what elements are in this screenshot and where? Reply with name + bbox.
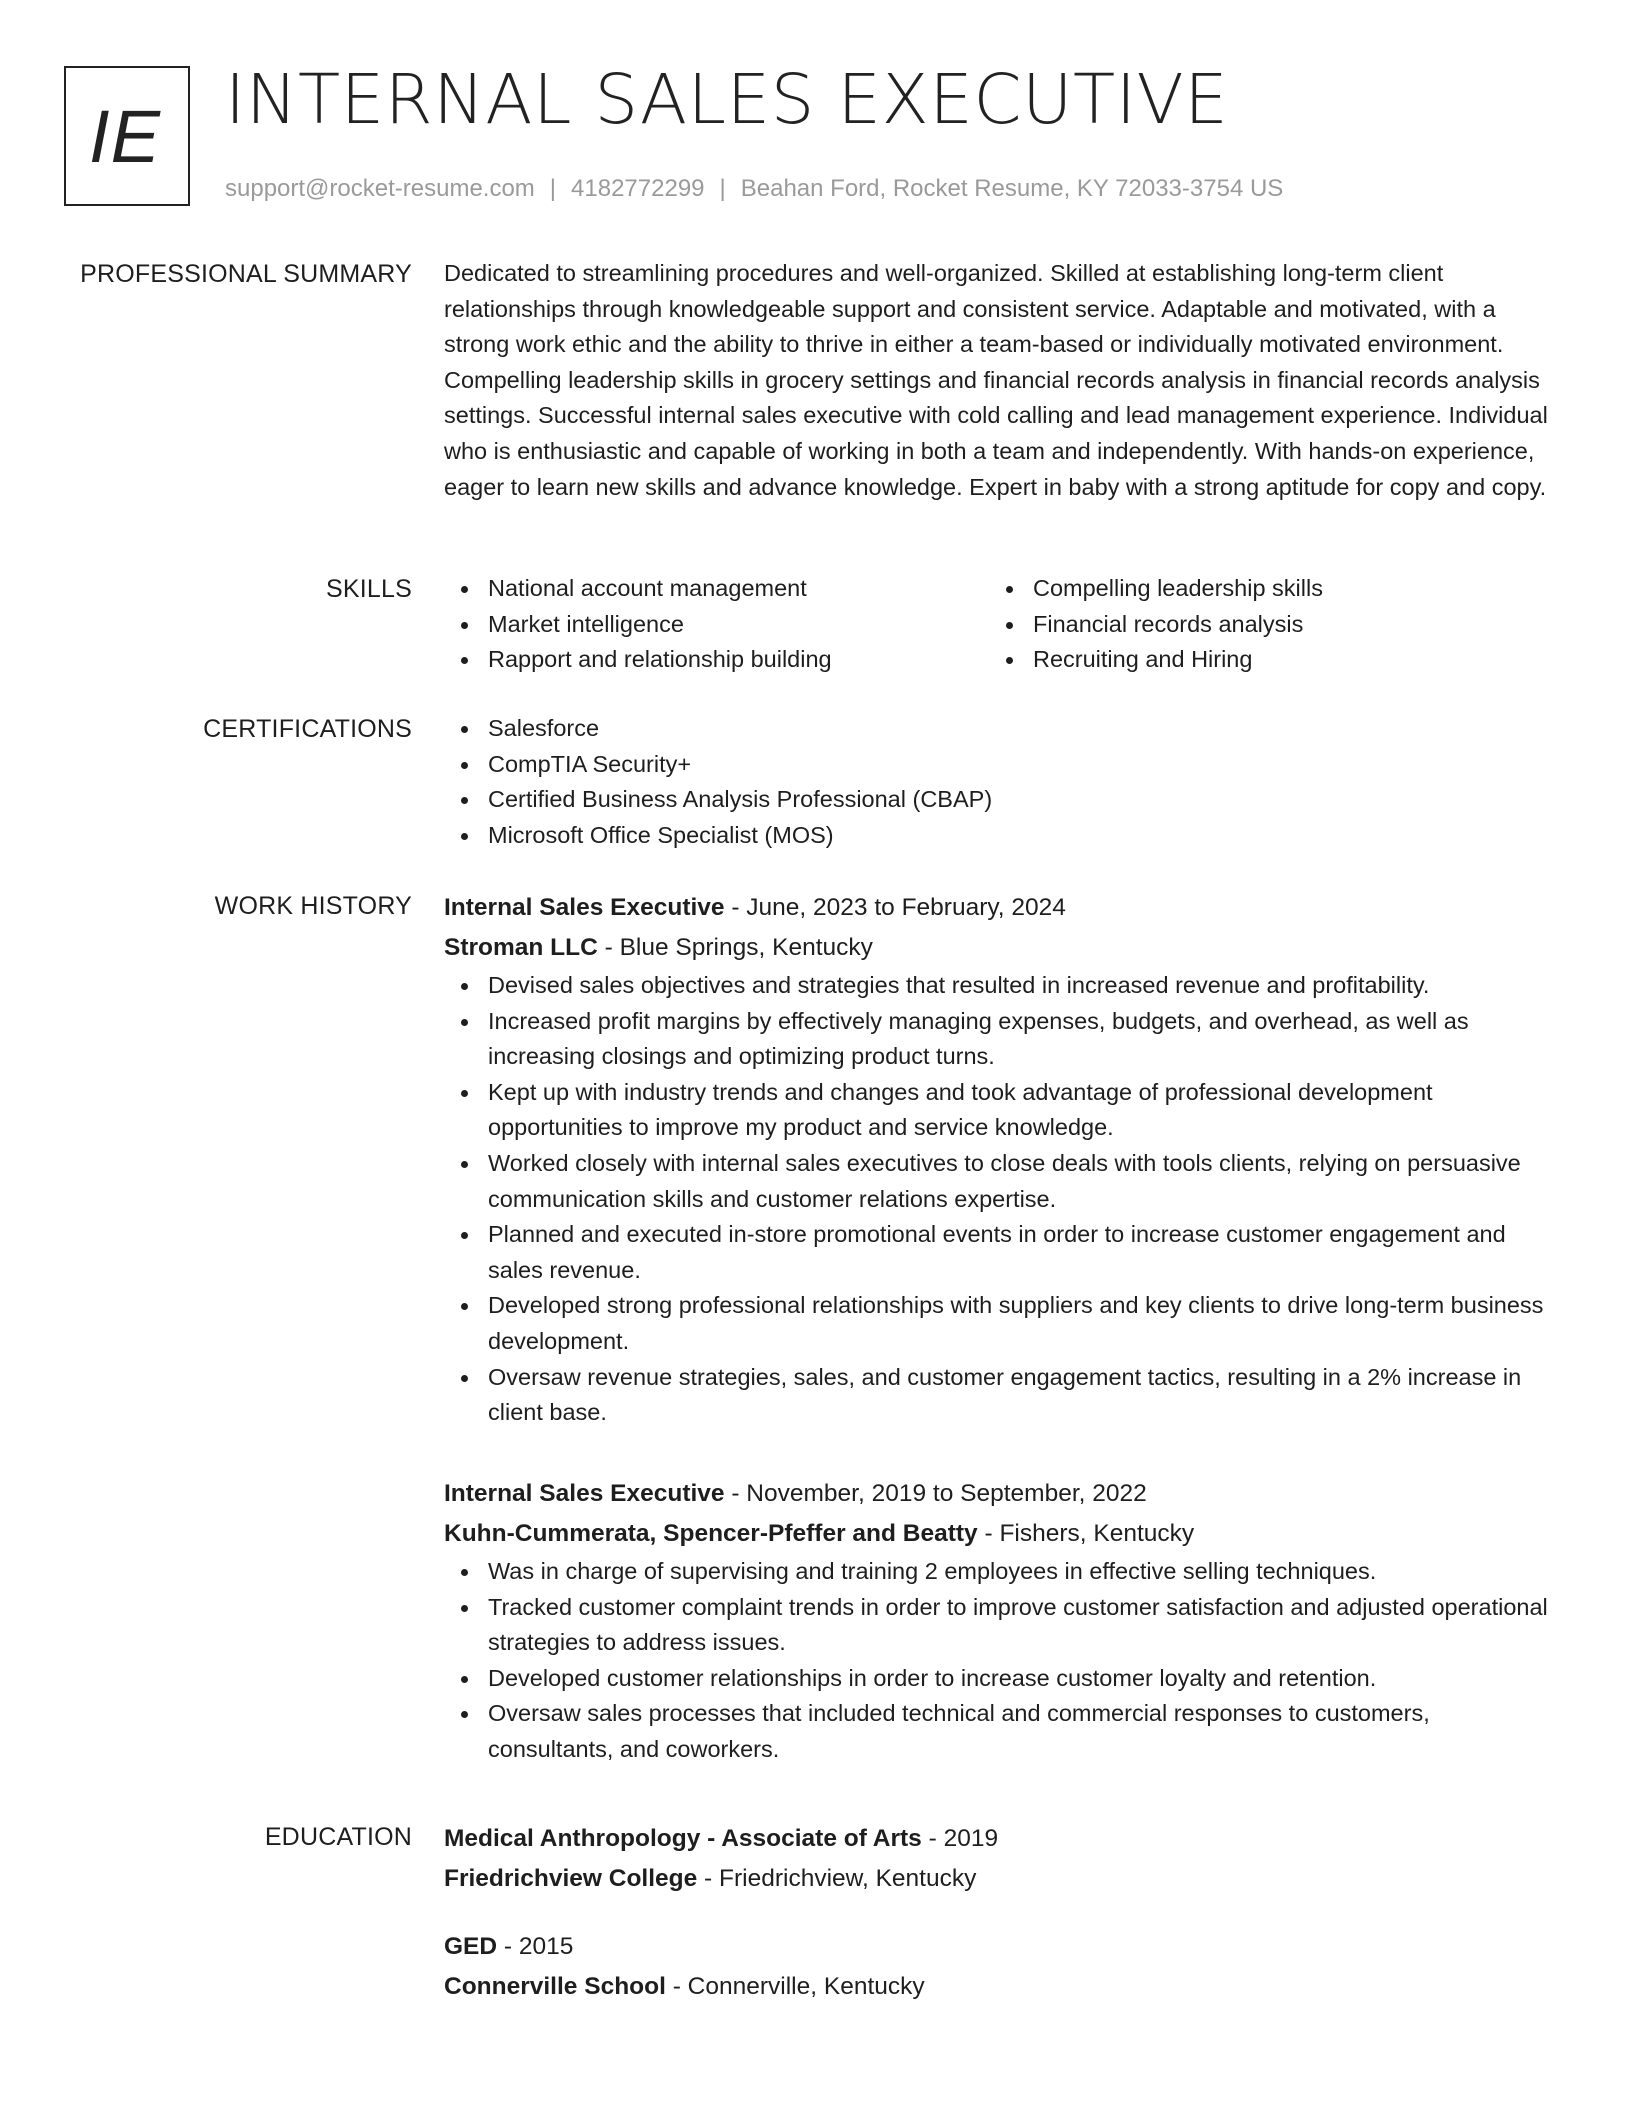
education-body: [444, 1819, 1554, 2000]
contact-line: [225, 174, 1283, 204]
job-location: - Fishers, Kentucky: [977, 1520, 1195, 1547]
job-dates: - November, 2019 to September, 2022: [724, 1480, 1147, 1507]
skills-body: [444, 571, 1554, 678]
certifications-list: [444, 711, 1554, 853]
contact-separator: |: [549, 175, 557, 202]
contact-email: support@rocket-resume.com: [225, 175, 535, 202]
skills-column-2: [989, 571, 1534, 678]
contact-separator: |: [719, 175, 726, 202]
education-year: - 2019: [921, 1825, 999, 1852]
work-history-body: [444, 888, 1554, 1762]
job-duty-item: Was in charge of supervising and training 2 employees in effective selling techniques.: [488, 1554, 1554, 1590]
summary-text: Dedicated to streamlining procedures and well-organized. Skilled at establishing long-term client relationships through knowledgeable support and consistent service. Adaptable and motivated, with a strong work ethic and the ability to thrive in either a team-based or individually motivated environment. Compelling leadership skills in grocery settings and financial records analysis in financial records analysis settings. Successful internal sales executive with cold calling and lead management experience. Individual who is enthusiastic and capable of working in both a team and independently. With hands-on experience, eager to learn new skills and advance knowledge. Expert in baby with a strong aptitude for copy and copy.: [444, 260, 1548, 500]
monogram-initials: IE: [89, 94, 161, 178]
job-duty-item: Oversaw revenue strategies, sales, and customer engagement tactics, resulting in a 2% increase in client base.: [488, 1360, 1554, 1431]
education-entry: [444, 1819, 1554, 1899]
job-duty-item: Tracked customer complaint trends in order to improve customer satisfaction and adjusted operational strategies to address issues.: [488, 1590, 1554, 1661]
monogram-logo: [64, 66, 190, 206]
education-school-line: [444, 1967, 1554, 2007]
skill-item: Recruiting and Hiring: [1033, 642, 1534, 678]
job-duty-item: Oversaw sales processes that included technical and commercial responses to customers, consultants, and coworkers.: [488, 1696, 1554, 1767]
skill-item: Compelling leadership skills: [1033, 571, 1534, 607]
job-duty-item: Kept up with industry trends and changes and took advantage of professional development opportunities to improve my product and service knowledge.: [488, 1075, 1554, 1146]
job-title: Internal Sales Executive: [444, 894, 725, 921]
skill-item: National account management: [488, 571, 989, 607]
job-duty-item: Developed strong professional relationships with suppliers and key clients to drive long-term business development.: [488, 1288, 1554, 1359]
education-degree-line: [444, 1927, 1554, 1967]
section-label-skills: SKILLS: [326, 575, 412, 603]
skill-item: Financial records analysis: [1033, 607, 1534, 643]
section-label-work-history: WORK HISTORY: [214, 892, 412, 920]
job-title: Internal Sales Executive: [444, 1480, 725, 1507]
education-location: - Friedrichview, Kentucky: [697, 1865, 977, 1892]
education-school: Connerville School: [444, 1973, 666, 2000]
section-label-summary: PROFESSIONAL SUMMARY: [80, 260, 412, 288]
job-entry: [444, 888, 1554, 1431]
job-location: - Blue Springs, Kentucky: [597, 934, 873, 961]
education-school: Friedrichview College: [444, 1865, 698, 1892]
job-duties-list: [444, 968, 1554, 1431]
section-label-certifications: CERTIFICATIONS: [203, 715, 412, 743]
education-degree: Medical Anthropology - Associate of Arts: [444, 1825, 922, 1852]
education-location: - Connerville, Kentucky: [665, 1973, 925, 2000]
job-entry: [444, 1474, 1554, 1768]
contact-address: Beahan Ford, Rocket Resume, KY 72033-3754 US: [740, 175, 1284, 202]
education-degree-line: [444, 1819, 1554, 1859]
job-duty-item: Planned and executed in-store promotional events in order to increase customer engagement and sales revenue.: [488, 1217, 1554, 1288]
education-year: - 2015: [497, 1933, 574, 1960]
certification-item: Microsoft Office Specialist (MOS): [488, 818, 1554, 854]
certification-item: Salesforce: [488, 711, 1554, 747]
section-label-education: EDUCATION: [264, 1823, 412, 1851]
certification-item: CompTIA Security+: [488, 747, 1554, 783]
job-duty-item: Increased profit margins by effectively managing expenses, budgets, and overhead, as well as increasing closings and optimizing product turns.: [488, 1004, 1554, 1075]
education-entry: [444, 1927, 1554, 2007]
job-dates: - June, 2023 to February, 2024: [724, 894, 1066, 921]
resume-title: INTERNAL SALES EXECUTIVE: [225, 60, 1229, 140]
certification-item: Certified Business Analysis Professional (CBAP): [488, 782, 1554, 818]
education-degree: GED: [444, 1933, 498, 1960]
skills-column-1: [444, 571, 989, 678]
job-duty-item: Worked closely with internal sales executives to close deals with tools clients, relying on persuasive communication skills and customer relations expertise.: [488, 1146, 1554, 1217]
contact-phone: 4182772299: [571, 175, 705, 202]
job-title-line: [444, 1474, 1554, 1514]
skill-item: Rapport and relationship building: [488, 642, 989, 678]
education-school-line: [444, 1859, 1554, 1899]
job-duty-item: Developed customer relationships in order to increase customer loyalty and retention.: [488, 1661, 1554, 1697]
job-duties-list: [444, 1554, 1554, 1768]
job-company: Kuhn-Cummerata, Spencer-Pfeffer and Beatty: [444, 1520, 978, 1547]
job-company: Stroman LLC: [444, 934, 598, 961]
job-duty-item: Devised sales objectives and strategies that resulted in increased revenue and profitability.: [488, 968, 1554, 1004]
job-company-line: [444, 928, 1554, 968]
summary-body: [444, 256, 1554, 505]
job-title-line: [444, 888, 1554, 928]
certifications-body: [444, 711, 1554, 853]
job-company-line: [444, 1514, 1554, 1554]
skill-item: Market intelligence: [488, 607, 989, 643]
